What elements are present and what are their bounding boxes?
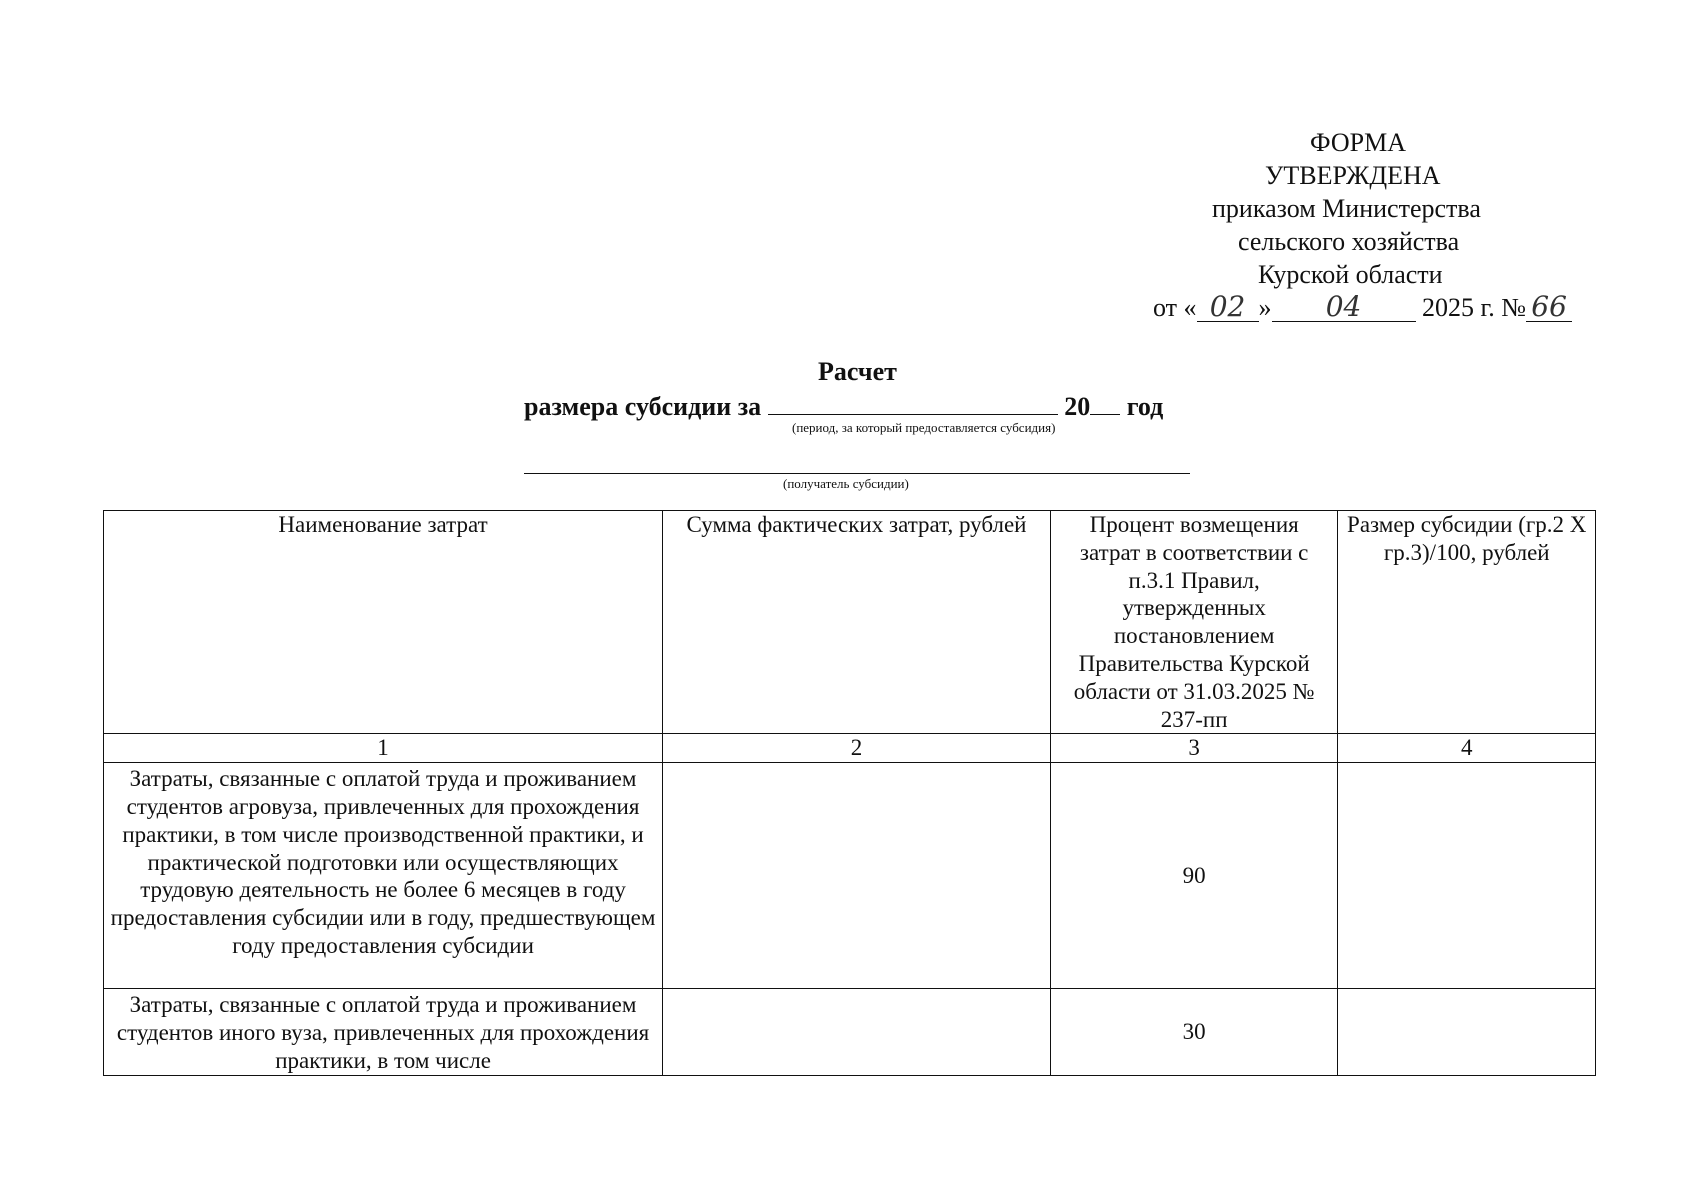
row-actual-sum: [663, 763, 1051, 989]
approval-number: 66: [1526, 293, 1572, 322]
table-row: [104, 989, 1596, 1075]
row-cost-name: Затраты, связанные с оплатой труда и проживанием студентов иного вуза, привлеченных для прохождения практики, в том числе: [104, 989, 663, 1075]
approval-forma: ФОРМА: [1310, 128, 1406, 157]
header-subsidy-size: Размер субсидии (гр.2 Х гр.3)/100, рублей: [1338, 511, 1596, 734]
row-percent: 90: [1050, 763, 1338, 989]
header-percent: Процент возмещения затрат в соответствии с п.3.1 Правил, утвержденных постановлением Правительства Курской области от 31.03.2025 № 237-пп: [1050, 511, 1338, 734]
column-number: 3: [1050, 734, 1338, 763]
approval-year: 2025 г. №: [1422, 293, 1527, 322]
table-header-row: [104, 511, 1596, 734]
row-subsidy: [1338, 989, 1596, 1075]
approval-date-line: [1153, 290, 1572, 323]
approval-close-quote: »: [1258, 293, 1272, 322]
approval-order-ministry: приказом Министерства: [1212, 194, 1481, 223]
recipient-caption: (получатель субсидии): [783, 476, 909, 491]
approval-utverzhdena: УТВЕРЖДЕНА: [1265, 161, 1441, 190]
row-actual-sum: [663, 989, 1051, 1075]
subtitle-year: 20: [1064, 392, 1091, 421]
column-number-row: [104, 734, 1596, 763]
subsidy-calculation-table: [103, 510, 1596, 1076]
approval-agriculture: сельского хозяйства: [1238, 227, 1460, 256]
approval-region: Курской области: [1258, 260, 1443, 289]
column-number: 4: [1338, 734, 1596, 763]
header-cost-name: Наименование затрат: [104, 511, 663, 734]
document-subtitle: [524, 390, 1163, 422]
column-number: 1: [104, 734, 663, 763]
document-title: Расчет: [818, 357, 897, 386]
table-row: [104, 763, 1596, 989]
period-caption: (период, за который предоставляется субсидия): [792, 420, 1056, 435]
row-subsidy: [1338, 763, 1596, 989]
row-cost-name: Затраты, связанные с оплатой труда и проживанием студентов агровуза, привлеченных для прохождения практики, в том числе производственной практики, и практической подготовки или осуществляющих трудовую деятельность не более 6 месяцев в году предоставления субсидии или в году, предшествующем году предоставления субсидии: [104, 763, 663, 989]
approval-month: 04: [1272, 293, 1416, 322]
approval-ot: от «: [1153, 293, 1197, 322]
row-percent: 30: [1050, 989, 1338, 1075]
year-blank: [1090, 390, 1120, 415]
recipient-blank-line: [524, 473, 1190, 474]
header-actual-sum: Сумма фактических затрат, рублей: [663, 511, 1051, 734]
subtitle-suffix: год: [1126, 392, 1164, 421]
subtitle-prefix: размера субсидии за: [524, 392, 762, 421]
period-blank: [768, 390, 1058, 415]
column-number: 2: [663, 734, 1051, 763]
approval-day: 02: [1197, 293, 1259, 322]
